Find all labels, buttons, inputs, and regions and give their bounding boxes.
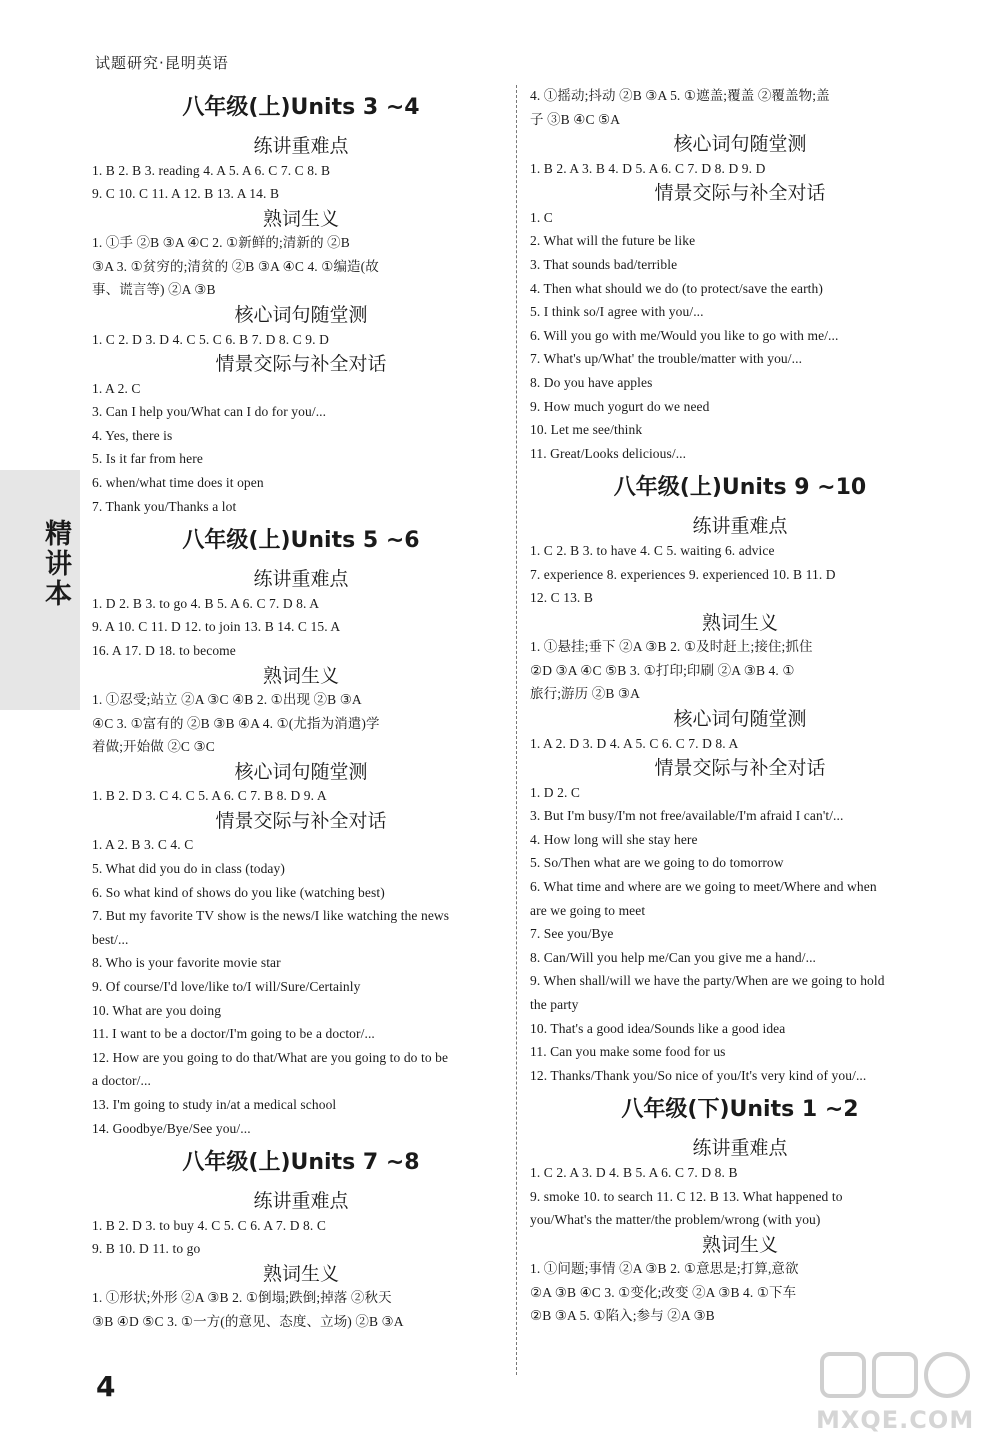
answer-line: 7. experience 8. experiences 9. experienced 10. B 11. D <box>530 566 836 582</box>
answer-line: 3. But I'm busy/I'm not free/available/I'm afraid I can't/... <box>530 808 844 824</box>
answer-line: 1. B 2. D 3. to buy 4. C 5. C 6. A 7. D 8. C <box>92 1217 326 1233</box>
answer-line: 12. Thanks/Thank you/So nice of you/It's very kind of you/... <box>530 1067 867 1083</box>
section-heading: 核心词句随堂测 <box>234 304 368 326</box>
answer-line: 7. See you/Bye <box>530 926 614 942</box>
running-header: 试题研究·昆明英语 <box>95 54 229 72</box>
unit-title: 八年级(下)Units 1 ~2 <box>621 1097 859 1123</box>
side-tab-label: 精讲本 <box>45 519 72 610</box>
answer-line: 9. A 10. C 11. D 12. to join 13. B 14. C 15. A <box>92 619 341 635</box>
section-heading: 核心词句随堂测 <box>673 133 807 156</box>
answer-line: 3. That sounds bad/terrible <box>530 257 678 272</box>
section-heading: 情景交际与补全对话 <box>215 809 387 832</box>
answer-line: you/What's the matter/the problem/wrong (with you) <box>530 1212 821 1228</box>
answer-line: 1. ①问题;事情 ②A ③B 2. ①意思是;打算,意欲 <box>530 1261 799 1277</box>
answer-line: 2. What will the future be like <box>530 233 696 249</box>
answer-line: a doctor/... <box>92 1073 151 1089</box>
unit-title: 八年级(上)Units 3 ~4 <box>182 95 420 120</box>
answer-line: 7. What's up/What' the trouble/matter with you/... <box>530 351 803 367</box>
answer-line: 1. D 2. C <box>530 784 581 800</box>
answer-line: 9. B 10. D 11. to go <box>92 1241 201 1257</box>
answer-line: 5. Is it far from here <box>92 451 203 467</box>
answer-line: ②D ③A ④C ⑤B 3. ①打印;印刷 ②A ③B 4. ① <box>530 662 795 678</box>
column-divider <box>516 85 517 1375</box>
section-heading: 练讲重难点 <box>692 515 788 538</box>
answer-line: 9. C 10. C 11. A 12. B 13. A 14. B <box>92 186 280 202</box>
section-heading: 熟词生义 <box>701 1233 778 1256</box>
watermark-badge-icon <box>812 1346 982 1406</box>
answer-line: 4. Then what should we do (to protect/save the earth) <box>530 280 823 296</box>
answer-line: 1. ①悬挂;垂下 ②A ③B 2. ①及时赶上;接住;抓住 <box>530 639 813 655</box>
answer-line: 9. Of course/I'd love/like to/I will/Sure/Certainly <box>92 979 361 994</box>
answer-line: 12. C 13. B <box>530 590 593 606</box>
answer-line: 6. What time and where are we going to meet/Where and when <box>530 879 877 894</box>
unit-title: 八年级(上)Units 9 ~10 <box>613 475 867 501</box>
answer-line: 1. A 2. C <box>92 380 141 396</box>
answer-line: 6. Will you go with me/Would you like to go with me/... <box>530 327 839 343</box>
watermark-logo <box>812 1346 982 1434</box>
answer-line: 3. Can I help you/What can I do for you/... <box>92 404 327 420</box>
answer-line: 4. Yes, there is <box>92 427 173 443</box>
section-heading: 练讲重难点 <box>253 568 349 591</box>
answer-line: 16. A 17. D 18. to become <box>92 642 236 658</box>
answer-line: the party <box>530 997 579 1012</box>
answer-line: 8. Do you have apples <box>530 375 653 390</box>
answer-line: 11. Great/Looks delicious/... <box>530 445 687 461</box>
answer-line: 1. ①忍受;站立 ②A ③C ④B 2. ①出现 ②B ③A <box>92 692 362 707</box>
answer-line: 1. B 2. D 3. C 4. C 5. A 6. C 7. B 8. D 9. A <box>92 788 327 804</box>
section-heading: 熟词生义 <box>701 611 778 634</box>
answer-line: 6. So what kind of shows do you like (watching best) <box>92 884 385 900</box>
answer-line: 4. ①摇动;抖动 ②B ③A 5. ①遮盖;覆盖 ②覆盖物;盖 <box>530 88 830 103</box>
answer-line: 8. Who is your favorite movie star <box>92 955 281 971</box>
section-heading: 练讲重难点 <box>692 1137 788 1160</box>
answer-line: 1. A 2. D 3. D 4. A 5. C 6. C 7. D 8. A <box>530 735 739 751</box>
answer-line: 1. ①形状;外形 ②A ③B 2. ①倒塌;跌倒;掉落 ②秋天 <box>92 1290 392 1306</box>
answer-line: 9. When shall/will we have the party/When are we going to hold <box>530 973 885 989</box>
answer-line: 1. B 2. A 3. B 4. D 5. A 6. C 7. D 8. D 9. D <box>530 160 766 176</box>
answer-line: 5. I think so/I agree with you/... <box>530 304 704 320</box>
answer-line: 6. when/what time does it open <box>92 475 264 490</box>
section-heading: 熟词生义 <box>262 664 339 687</box>
section-heading: 情景交际与补全对话 <box>215 353 387 376</box>
answer-line: ③B ④D ⑤C 3. ①一方(的意见、态度、立场) ②B ③A <box>92 1314 404 1329</box>
page-number: 4 <box>96 1370 116 1403</box>
answer-line: ③A 3. ①贫穷的;清贫的 ②B ③A ④C 4. ①编造(故 <box>92 258 379 274</box>
answer-line: ②A ③B ④C 3. ①变化;改变 ②A ③B 4. ①下车 <box>530 1284 797 1300</box>
unit-title: 八年级(上)Units 5 ~6 <box>182 528 420 554</box>
answer-line: 10. What are you doing <box>92 1002 222 1018</box>
answer-line: 8. Can/Will you help me/Can you give me a hand/... <box>530 949 817 965</box>
section-heading: 核心词句随堂测 <box>234 760 368 783</box>
section-heading: 练讲重难点 <box>253 1190 349 1213</box>
answer-line: 12. How are you going to do that/What are you going to do to be <box>92 1049 449 1065</box>
watermark-text: MXQE.COM <box>816 1406 975 1434</box>
answer-line: 7. Thank you/Thanks a lot <box>92 498 237 514</box>
answer-line: 11. I want to be a doctor/I'm going to be a doctor/... <box>92 1026 375 1042</box>
answer-line: best/... <box>92 931 129 947</box>
answer-line: 1. C 2. D 3. D 4. C 5. C 6. B 7. D 8. C 9. D <box>92 331 329 347</box>
answer-line: 9. How much yogurt do we need <box>530 398 710 414</box>
answer-line: 7. But my favorite TV show is the news/I like watching the news <box>92 908 450 924</box>
section-heading: 熟词生义 <box>262 207 339 230</box>
answer-line: 5. What did you do in class (today) <box>92 861 285 876</box>
answer-line: 事、谎言等) ②A ③B <box>92 282 216 298</box>
side-tab <box>0 470 80 710</box>
section-heading: 熟词生义 <box>262 1262 339 1285</box>
answer-line: 1. ①手 ②B ③A ④C 2. ①新鲜的;清新的 ②B <box>92 235 350 251</box>
answer-line: 11. Can you make some food for us <box>530 1044 726 1060</box>
answer-line: are we going to meet <box>530 902 646 918</box>
section-heading: 情景交际与补全对话 <box>654 757 826 780</box>
answer-line: 1. D 2. B 3. to go 4. B 5. A 6. C 7. D 8. A <box>92 595 320 611</box>
section-heading: 练讲重难点 <box>253 135 349 157</box>
answer-line: 1. A 2. B 3. C 4. C <box>92 837 194 853</box>
answer-line: 14. Goodbye/Bye/See you/... <box>92 1120 251 1136</box>
answer-line: 9. smoke 10. to search 11. C 12. B 13. What happened to <box>530 1188 843 1204</box>
answer-line: 1. C 2. B 3. to have 4. C 5. waiting 6. advice <box>530 542 775 558</box>
section-heading: 情景交际与补全对话 <box>654 182 826 205</box>
answer-line: 1. C <box>530 209 553 225</box>
answer-line: 5. So/Then what are we going to do tomorrow <box>530 855 784 871</box>
answer-line: ②B ③A 5. ①陷入;参与 ②A ③B <box>530 1308 715 1324</box>
answer-line: 10. That's a good idea/Sounds like a good idea <box>530 1020 786 1036</box>
answer-line: 4. How long will she stay here <box>530 831 698 847</box>
answer-line: 13. I'm going to study in/at a medical school <box>92 1097 337 1112</box>
answer-line: 子 ③B ④C ⑤A <box>530 111 621 127</box>
answer-line: 着做;开始做 ②C ③C <box>92 739 215 755</box>
answer-line: 旅行;游历 ②B ③A <box>530 686 640 702</box>
answer-line: 1. C 2. A 3. D 4. B 5. A 6. C 7. D 8. B <box>530 1164 738 1180</box>
unit-title: 八年级(上)Units 7 ~8 <box>182 1150 420 1176</box>
answer-line: 1. B 2. B 3. reading 4. A 5. A 6. C 7. C 8. B <box>92 162 331 178</box>
answer-line: 10. Let me see/think <box>530 422 643 438</box>
section-heading: 核心词句随堂测 <box>673 708 807 730</box>
answer-line: ④C 3. ①富有的 ②B ③B ④A 4. ①(尤指为消遣)学 <box>92 715 380 731</box>
